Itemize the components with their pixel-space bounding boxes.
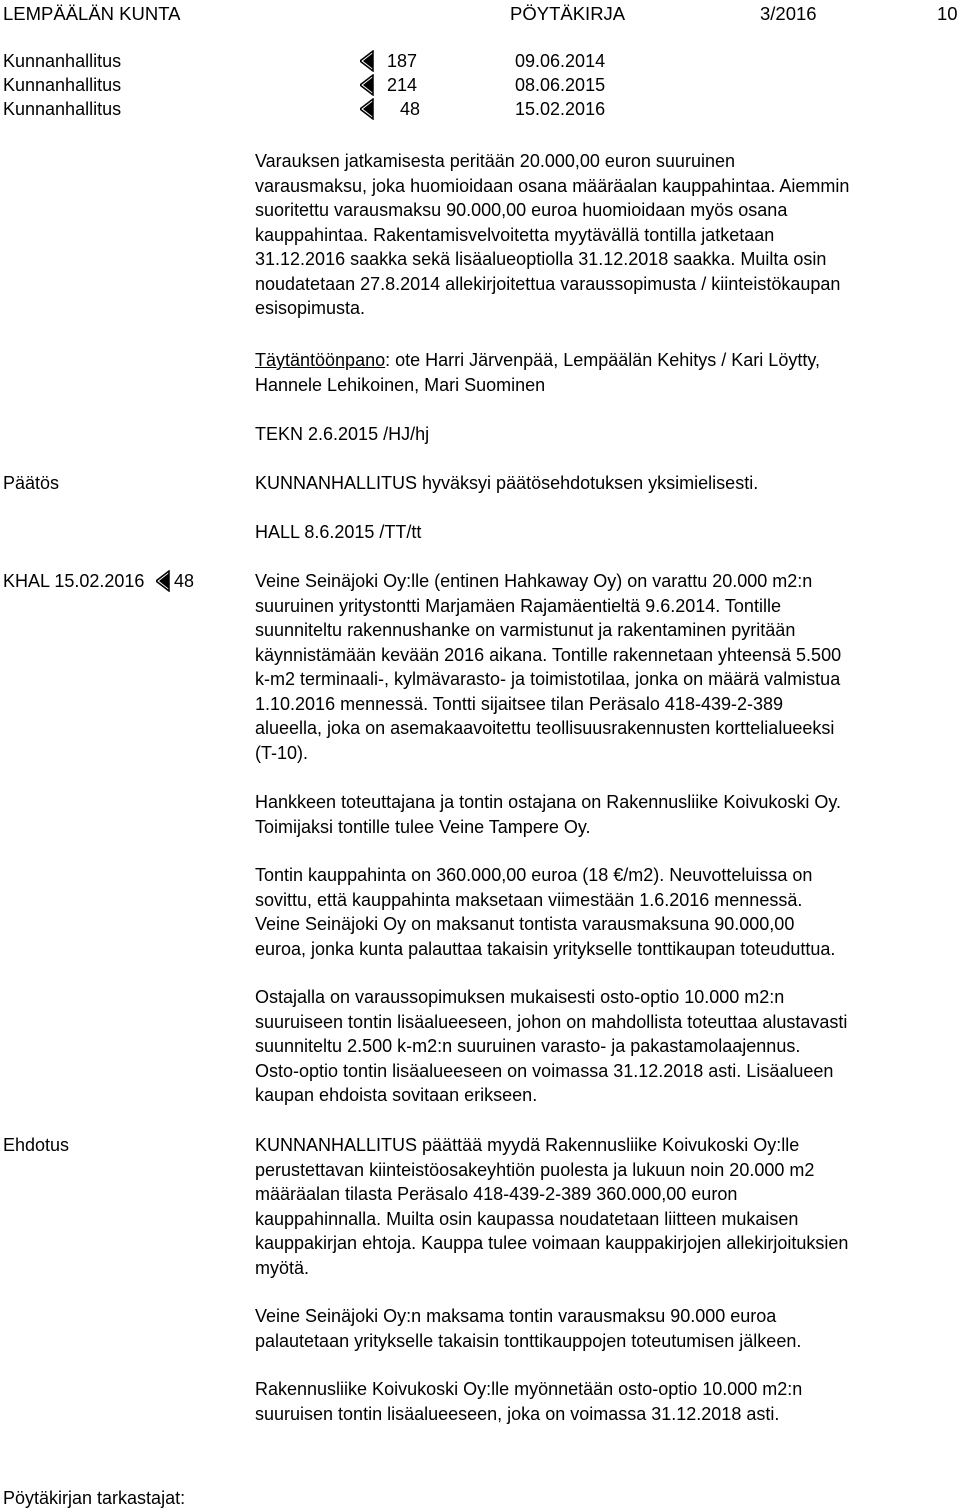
history-body: Kunnanhallitus xyxy=(3,51,122,71)
proposal-paragraph-3 xyxy=(255,1377,955,1426)
text-line: käynnistämään kevään 2016 aikana. Tontille rakennetaan yhteensä 5.500 xyxy=(255,644,842,665)
text-line: Varauksen jatkamisesta peritään 20.000,00 euron suuruinen xyxy=(255,151,735,171)
history-date: 15.02.2016 xyxy=(515,99,606,119)
history-date: 08.06.2015 xyxy=(515,75,606,95)
khal-number: 48 xyxy=(174,571,195,591)
text-line: suunniteltu 2.500 k-m2:n suuruinen varasto- ja pakastamolaajennus. xyxy=(255,1036,801,1056)
text-line: Hankkeen toteuttajana ja tontin ostajana on Rakennusliike Koivukoski Oy. xyxy=(255,792,842,812)
decision-text: KUNNANHALLITUS hyväksyi päätösehdotuksen yksimielisesti. xyxy=(255,473,759,493)
history-body: Kunnanhallitus xyxy=(3,75,122,95)
text-line: palautetaan yritykselle takaisin tonttikauppojen toteutumisen jälkeen. xyxy=(255,1330,802,1351)
text-line: euroa, jonka kunta palauttaa takaisin yritykselle tonttikaupan toteuduttua. xyxy=(255,938,836,959)
history-date: 09.06.2014 xyxy=(515,51,606,71)
text-line: suuruinen yritystontti Marjamäen Rajamäentieltä 9.6.2014. Tontille xyxy=(255,595,781,616)
text-line: noudatetaan 27.8.2014 allekirjoitettua varaussopimusta / kiinteistökaupan xyxy=(255,273,841,294)
case-paragraph-3 xyxy=(255,863,955,961)
text-line: k-m2 terminaali-, kylmävarasto- ja toimistotilaa, jonka on määrä valmistua xyxy=(255,669,841,689)
text-line: 1.10.2016 mennessä. Tontti sijaitsee tilan Peräsalo 418-439-2-389 xyxy=(255,693,784,714)
checkers-label: Pöytäkirjan tarkastajat: xyxy=(3,1488,186,1508)
document-type: PÖYTÄKIRJA xyxy=(510,3,626,24)
text-line: (T-10). xyxy=(255,742,309,763)
text-line: 31.12.2016 saakka sekä lisäalueoptiolla 31.12.2018 saakka. Muilta osin xyxy=(255,249,827,269)
execution-label: Täytäntöönpano xyxy=(255,350,386,370)
text-line: kauppahintaa. Rakentamisvelvoitetta myytävällä tontilla jatketaan xyxy=(255,224,775,245)
decision-label: Päätös xyxy=(3,473,60,493)
proposal-paragraph-1 xyxy=(255,1133,955,1280)
history-body: Kunnanhallitus xyxy=(3,99,122,119)
text-line: määräalan tilasta Peräsalo 418-439-2-389 360.000,00 euron xyxy=(255,1184,738,1204)
tekn-reference: TEKN 2.6.2015 /HJ/hj xyxy=(255,424,430,444)
text-line: perustettavan kiinteistöosakeyhtiön puolesta ja lukuun noin 20.000 m2 xyxy=(255,1159,815,1180)
triangle-arrow-icon xyxy=(360,74,374,96)
text-line: varausmaksu, joka huomioidaan osana määräalan kauppahintaa. Aiemmin xyxy=(255,175,850,196)
case-paragraph-1 xyxy=(255,569,955,765)
text-line: suuruiseen tontin lisäalueeseen, johon on mahdollista toteuttaa alustavasti xyxy=(255,1011,848,1032)
text-line: Osto-optio tontin lisäalueeseen on voimassa 31.12.2018 asti. Lisäalueen xyxy=(255,1060,834,1081)
proposal-label: Ehdotus xyxy=(3,1135,70,1155)
text-line: Rakennusliike Koivukoski Oy:lle myönnetään osto-optio 10.000 m2:n xyxy=(255,1379,803,1399)
execution-recipients: : ote Harri Järvenpää, Lempäälän Kehitys / Kari Löytty, xyxy=(385,350,820,370)
history-number: 214 xyxy=(387,75,418,95)
text-line: alueella, joka on asemakaavoitettu teollisuusrakennusten korttelialueeksi xyxy=(255,718,835,738)
text-line: Veine Seinäjoki Oy:n maksama tontin varausmaksu 90.000 euroa xyxy=(255,1306,777,1326)
text-line: Veine Seinäjoki Oy on maksanut tontista varausmaksuna 90.000,00 xyxy=(255,914,795,934)
page-number: 10 xyxy=(937,3,958,24)
triangle-arrow-icon xyxy=(360,50,374,72)
text-line: myötä. xyxy=(255,1257,310,1278)
case-paragraph-4 xyxy=(255,985,955,1108)
proposal-paragraph-2 xyxy=(255,1304,955,1353)
text-line: Hannele Lehikoinen, Mari Suominen xyxy=(255,374,546,395)
triangle-arrow-icon xyxy=(156,570,170,592)
text-line: Veine Seinäjoki Oy:lle (entinen Hahkaway Oy) on varattu 20.000 m2:n xyxy=(255,571,813,591)
case-paragraph-2 xyxy=(255,790,955,839)
text-line: kauppahinnalla. Muilta osin kaupassa noudatetaan liitteen mukaisen xyxy=(255,1208,799,1229)
text-line: Toimijaksi tontille tulee Veine Tampere Oy. xyxy=(255,816,591,837)
text-line: suuruisen tontin lisäalueeseen, joka on voimassa 31.12.2018 asti. xyxy=(255,1403,780,1424)
text-line xyxy=(255,348,955,373)
hall-reference: HALL 8.6.2015 /TT/tt xyxy=(255,522,422,542)
issue-number: 3/2016 xyxy=(760,3,817,24)
text-line: suunniteltu rakennushanke on varmistunut ja rakentaminen pyritään xyxy=(255,620,796,640)
org-name: LEMPÄÄLÄN KUNTA xyxy=(3,3,181,24)
execution-paragraph xyxy=(255,348,955,397)
text-line: esisopimusta. xyxy=(255,298,366,318)
text-line: sovittu, että kauppahinta maksetaan viimestään 1.6.2016 mennessä. xyxy=(255,889,803,910)
text-line: Tontin kauppahinta on 360.000,00 euroa (18 €/m2). Neuvotteluissa on xyxy=(255,865,813,885)
text-line: kaupan ehdoista sovitaan erikseen. xyxy=(255,1085,538,1105)
text-line: suoritettu varausmaksu 90.000,00 euroa huomioidaan myös osana xyxy=(255,200,788,220)
history-number: 187 xyxy=(387,51,418,71)
text-line: Ostajalla on varaussopimuksen mukaisesti osto-optio 10.000 m2:n xyxy=(255,987,785,1007)
text-line: kauppakirjan ehtoja. Kauppa tulee voimaan kauppakirjojen allekirjoituksien xyxy=(255,1233,849,1253)
triangle-arrow-icon xyxy=(360,98,374,120)
khal-label: KHAL 15.02.2016 xyxy=(3,571,145,591)
history-number: 48 xyxy=(400,99,421,119)
text-line: KUNNANHALLITUS päättää myydä Rakennusliike Koivukoski Oy:lle xyxy=(255,1135,800,1155)
reservation-paragraph xyxy=(255,149,955,321)
